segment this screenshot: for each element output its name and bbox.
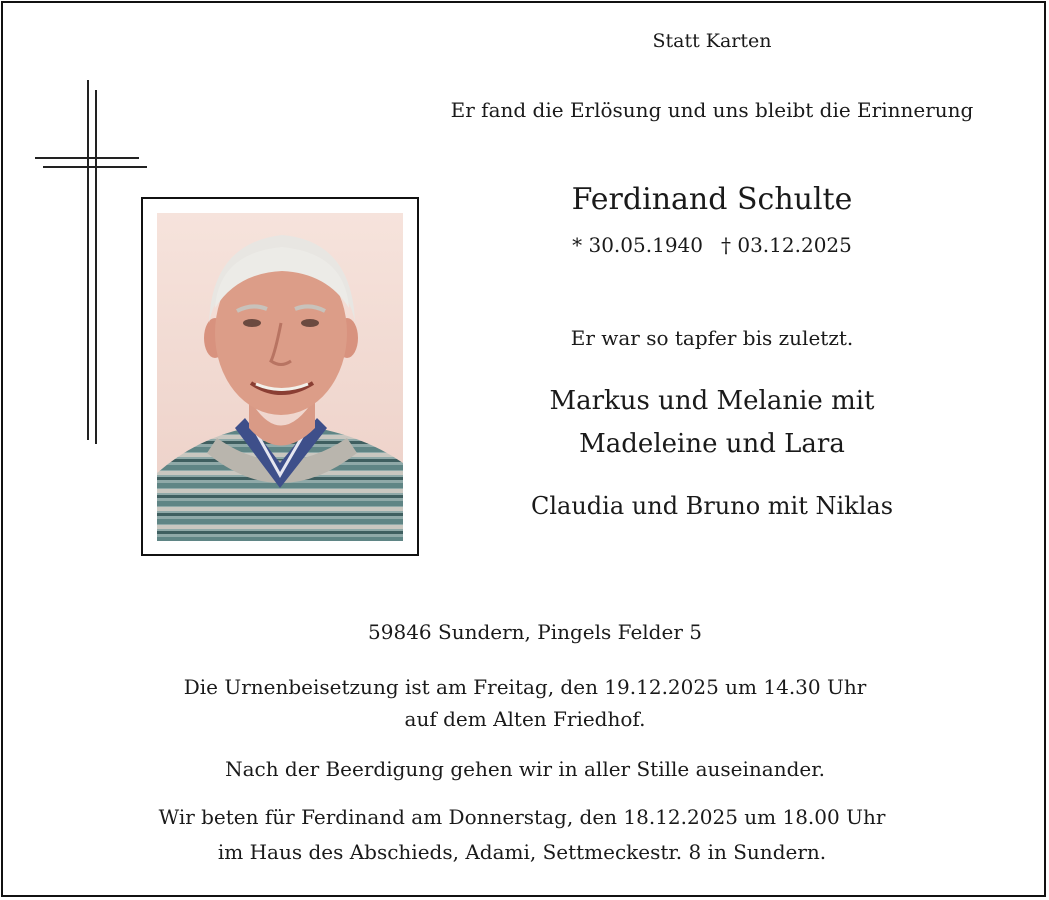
memorial-quote: Er fand die Erlösung und uns bleibt die Erinnerung (450, 98, 974, 122)
portrait-frame (141, 197, 419, 556)
cross-vertical-line (87, 80, 89, 440)
death-date: † 03.12.2025 (721, 233, 852, 257)
portrait-illustration (157, 213, 403, 541)
cross-vertical-line (95, 90, 97, 444)
family-line: Markus und Melanie mit (549, 386, 875, 416)
farewell-note: Nach der Beerdigung gehen wir in aller Stille auseinander. (225, 757, 825, 781)
prayer-info: Wir beten für Ferdinand am Donnerstag, den 18.12.2025 um 18.00 Uhr (158, 805, 886, 829)
tagline: Er war so tapfer bis zuletzt. (570, 326, 854, 350)
family-line: Claudia und Bruno mit Niklas (530, 492, 894, 520)
cross-horizontal-line (35, 157, 139, 159)
notice-heading: Statt Karten (652, 30, 772, 52)
birth-date: * 30.05.1940 (572, 233, 703, 257)
prayer-location: im Haus des Abschieds, Adami, Settmeckestr. 8 in Sundern. (217, 840, 827, 864)
family-line: Madeleine und Lara (579, 429, 845, 459)
burial-location: auf dem Alten Friedhof. (404, 707, 646, 731)
burial-info: Die Urnenbeisetzung ist am Freitag, den 19.12.2025 um 14.30 Uhr (183, 675, 867, 699)
deceased-name: Ferdinand Schulte (571, 182, 853, 217)
cross-horizontal-line (43, 166, 147, 168)
life-dates (572, 233, 852, 257)
portrait-photo (157, 213, 403, 541)
address: 59846 Sundern, Pingels Felder 5 (368, 620, 702, 644)
